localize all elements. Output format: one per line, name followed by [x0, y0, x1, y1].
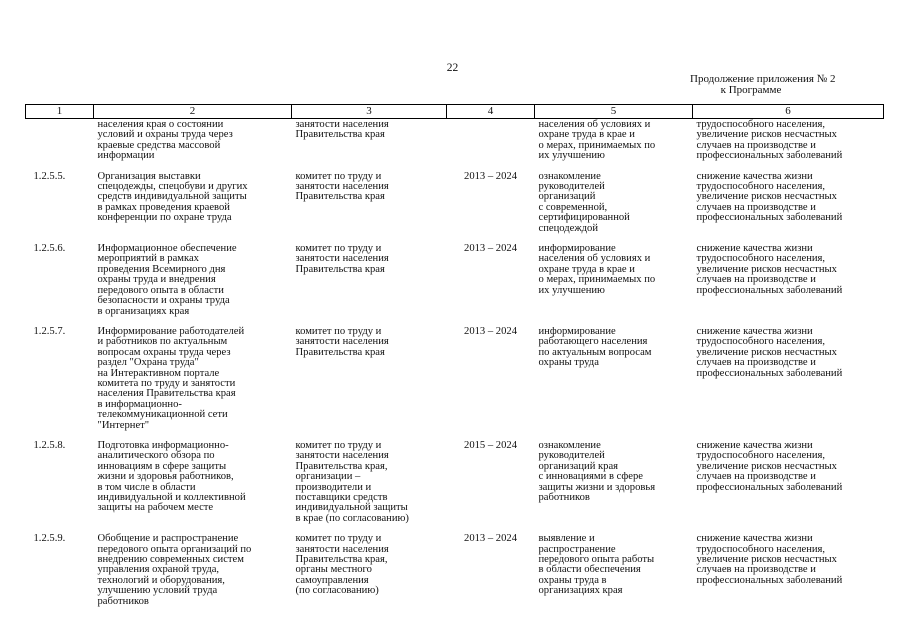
executor-cell-line: занятости населения [295, 336, 389, 348]
consequence-cell-line: трудоспособного населения, [696, 450, 826, 462]
appendix-caption [690, 73, 836, 96]
result-cell-line: информирование [538, 243, 616, 255]
consequence-cell [693, 244, 884, 327]
consequence-cell-line: снижение качества жизни [696, 170, 813, 182]
executor-cell-line: производители и [295, 481, 372, 493]
consequence-cell-line: трудоспособного населения, [696, 336, 826, 348]
consequence-cell-line: профессиональных заболеваний [696, 574, 843, 586]
row-number [26, 119, 94, 172]
executor-cell-line: комитет по труду и [295, 243, 382, 255]
activity-cell-line: на Интерактивном портале [97, 367, 220, 379]
table-row [26, 172, 884, 244]
executor-cell-line: Правительства края [295, 129, 385, 141]
executor-cell [292, 172, 447, 244]
consequence-cell-line: трудоспособного населения, [696, 119, 826, 130]
table-row [26, 327, 884, 441]
consequence-cell [693, 119, 884, 172]
result-cell [535, 119, 693, 172]
consequence-cell-line: случаев на производстве и [696, 201, 816, 213]
consequence-cell-line: трудоспособного населения, [696, 543, 826, 555]
consequence-cell-line: профессиональных заболеваний [696, 212, 843, 224]
activity-cell-line: комитета по труду и занятости [97, 377, 236, 389]
activity-cell-line: телекоммуникационной сети [97, 409, 228, 421]
result-cell-line: работающего населения [538, 336, 648, 348]
consequence-cell-line: увеличение рисков несчастных [696, 129, 837, 141]
column-header: 6 [693, 105, 884, 119]
result-cell-line: населения об условиях и [538, 119, 651, 130]
period-cell: 2013 – 2024 [464, 325, 517, 337]
executor-cell-line: в крае (по согласованию) [295, 512, 409, 524]
result-cell-line: о мерах, принимаемых по [538, 139, 656, 151]
result-cell [535, 327, 693, 441]
result-cell-line: по актуальным вопросам [538, 346, 652, 358]
activity-cell-line: Информационное обеспечение [97, 243, 237, 255]
activity-cell-line: и работников по актуальным [97, 336, 228, 348]
period-cell [447, 119, 535, 172]
result-cell-line: организаций края [538, 460, 619, 472]
activity-cell-line: передового опыта в области [97, 284, 224, 296]
consequence-cell [693, 441, 884, 534]
executor-cell-line: организации – [295, 471, 361, 483]
activity-cell-line: защиты на рабочем месте [97, 502, 214, 514]
executor-cell-line: комитет по труду и [295, 533, 382, 545]
consequence-cell [693, 327, 884, 441]
activity-cell-line: раздел "Охрана труда" [97, 357, 199, 369]
executor-cell-line: занятости населения [295, 253, 389, 265]
consequence-cell-line: случаев на производстве и [696, 471, 816, 483]
appendix-line: к Программе [720, 84, 782, 96]
executor-cell [292, 119, 447, 172]
period-cell: 2013 – 2024 [464, 533, 517, 545]
result-cell-line: информирование [538, 325, 616, 337]
executor-cell [292, 244, 447, 327]
activity-cell-line: безопасности и охраны труда [97, 295, 230, 307]
result-cell-line: организациях края [538, 585, 623, 597]
activity-cell-line: информации [97, 150, 155, 162]
column-header: 5 [535, 105, 693, 119]
result-cell-line: защиты жизни и здоровья [538, 481, 656, 493]
activity-cell-line: Информирование работодателей [97, 325, 245, 337]
activity-cell [94, 244, 292, 327]
table-row [26, 534, 884, 617]
executor-cell-line: занятости населения [295, 543, 389, 555]
activity-cell-line: улучшению условий труда [97, 585, 218, 597]
program-table [25, 104, 884, 617]
result-cell-line: охране труда в крае и [538, 263, 635, 275]
result-cell-line: с инновациями в сфере [538, 471, 643, 483]
result-cell-line: охраны труда [538, 357, 599, 369]
period-cell: 2013 – 2024 [464, 243, 517, 255]
table-row [26, 119, 884, 172]
activity-cell-line: охраны труда и внедрения [97, 274, 216, 286]
period-cell: 2013 – 2024 [464, 170, 517, 182]
consequence-cell-line: увеличение рисков несчастных [696, 191, 837, 203]
consequence-cell-line: профессиональных заболеваний [696, 284, 843, 296]
executor-cell-line: Правительства края [295, 191, 385, 203]
activity-cell-line: средств индивидуальной защиты [97, 191, 247, 203]
consequence-cell-line: увеличение рисков несчастных [696, 346, 837, 358]
result-cell-line: руководителей [538, 450, 605, 462]
activity-cell-line: внедрению современных систем [97, 554, 244, 566]
consequence-cell-line: снижение качества жизни [696, 439, 813, 451]
result-cell-line: ознакомление [538, 439, 601, 451]
activity-cell-line: инновациям в сфере защиты [97, 460, 227, 472]
consequence-cell [693, 172, 884, 244]
result-cell-line: организаций [538, 191, 596, 203]
consequence-cell-line: трудоспособного населения, [696, 253, 826, 265]
executor-cell-line: комитет по труду и [295, 325, 382, 337]
activity-cell-line: индивидуальной и коллективной [97, 492, 246, 503]
activity-cell-line: передового опыта организаций по [97, 543, 252, 555]
appendix-line: Продолжение приложения № 2 [690, 73, 836, 85]
executor-cell [292, 327, 447, 441]
consequence-cell-line: случаев на производстве и [696, 357, 816, 369]
activity-cell-line: работников [97, 595, 149, 607]
consequence-cell-line: снижение качества жизни [696, 533, 813, 545]
consequence-cell-line: профессиональных заболеваний [696, 481, 843, 493]
column-header: 2 [94, 105, 292, 119]
table-body [26, 119, 884, 618]
consequence-cell-line: увеличение рисков несчастных [696, 554, 837, 566]
consequence-cell-line: снижение качества жизни [696, 325, 813, 337]
executor-cell-line: занятости населения [295, 181, 389, 193]
period-cell: 2015 – 2024 [464, 439, 517, 451]
executor-cell-line: поставщики средств [295, 492, 388, 503]
activity-cell-line: вопросам охраны труда через [97, 346, 231, 358]
activity-cell-line: жизни и здоровья работников, [97, 471, 234, 483]
activity-cell-line: мероприятий в рамках [97, 253, 199, 265]
executor-cell-line: Правительства края, [295, 554, 388, 566]
activity-cell-line: технологий и оборудования, [97, 574, 225, 586]
activity-cell-line: населения края о состоянии [97, 119, 224, 130]
executor-cell-line: органы местного [295, 564, 372, 576]
result-cell [535, 534, 693, 617]
activity-cell-line: в информационно- [97, 398, 182, 410]
consequence-cell-line: случаев на производстве и [696, 139, 816, 151]
result-cell-line: работников [538, 492, 590, 503]
activity-cell-line: в организациях края [97, 305, 190, 317]
executor-cell-line: (по согласованию) [295, 585, 379, 597]
result-cell-line: сертифицированной [538, 212, 630, 224]
executor-cell-line: самоуправления [295, 574, 369, 586]
activity-cell-line: краевые средства массовой [97, 139, 221, 151]
activity-cell [94, 327, 292, 441]
executor-cell-line: занятости населения [295, 119, 389, 130]
result-cell-line: охране труда в крае и [538, 129, 635, 141]
column-header-row [26, 105, 884, 119]
result-cell-line: о мерах, принимаемых по [538, 274, 656, 286]
result-cell-line: выявление и [538, 533, 595, 545]
row-number: 1.2.5.5. [33, 170, 66, 182]
result-cell [535, 441, 693, 534]
activity-cell-line: управления охраной труда, [97, 564, 220, 576]
executor-cell-line: занятости населения [295, 450, 389, 462]
table-row [26, 441, 884, 534]
result-cell-line: руководителей [538, 181, 605, 193]
executor-cell-line: индивидуальной защиты [295, 502, 408, 514]
result-cell-line: передового опыта работы [538, 554, 655, 566]
activity-cell-line: проведения Всемирного дня [97, 263, 226, 275]
activity-cell-line: Обобщение и распространение [97, 533, 239, 545]
consequence-cell-line: снижение качества жизни [696, 243, 813, 255]
row-number: 1.2.5.8. [33, 439, 66, 451]
consequence-cell-line: увеличение рисков несчастных [696, 460, 837, 472]
result-cell-line: спецодеждой [538, 222, 599, 234]
activity-cell-line: спецодежды, спецобуви и других [97, 181, 248, 193]
executor-cell-line: Правительства края [295, 346, 385, 358]
row-number: 1.2.5.7. [33, 325, 66, 337]
executor-cell-line: Правительства края, [295, 460, 388, 472]
row-number: 1.2.5.9. [33, 533, 66, 545]
column-header: 4 [447, 105, 535, 119]
activity-cell-line: условий и охраны труда через [97, 129, 233, 141]
activity-cell [94, 441, 292, 534]
consequence-cell-line: трудоспособного населения, [696, 181, 826, 193]
consequence-cell-line: случаев на производстве и [696, 274, 816, 286]
row-number: 1.2.5.6. [33, 243, 66, 255]
column-header: 3 [292, 105, 447, 119]
result-cell-line: с современной, [538, 201, 608, 213]
consequence-cell-line: профессиональных заболеваний [696, 150, 843, 162]
consequence-cell-line: случаев на производстве и [696, 564, 816, 576]
result-cell [535, 172, 693, 244]
result-cell-line: распространение [538, 543, 616, 555]
executor-cell-line: Правительства края [295, 263, 385, 275]
activity-cell [94, 534, 292, 617]
column-header: 1 [26, 105, 94, 119]
result-cell-line: ознакомление [538, 170, 601, 182]
result-cell-line: в области обеспечения [538, 564, 641, 576]
activity-cell-line: в рамках проведения краевой [97, 201, 230, 213]
activity-cell [94, 119, 292, 172]
executor-cell-line: комитет по труду и [295, 170, 382, 182]
executor-cell-line: комитет по труду и [295, 439, 382, 451]
consequence-cell [693, 534, 884, 617]
consequence-cell-line: увеличение рисков несчастных [696, 263, 837, 275]
activity-cell-line: "Интернет" [97, 419, 150, 431]
consequence-cell-line: профессиональных заболеваний [696, 367, 843, 379]
activity-cell-line: в том числе в области [97, 481, 196, 493]
result-cell-line: населения об условиях и [538, 253, 651, 265]
activity-cell-line: аналитического обзора по [97, 450, 215, 462]
activity-cell-line: Подготовка информационно- [97, 439, 229, 451]
result-cell-line: их улучшению [538, 150, 605, 162]
executor-cell [292, 534, 447, 617]
table-row [26, 244, 884, 327]
activity-cell-line: Организация выставки [97, 170, 201, 182]
executor-cell [292, 441, 447, 534]
result-cell-line: охраны труда в [538, 574, 607, 586]
activity-cell-line: конференции по охране труда [97, 212, 232, 224]
result-cell-line: их улучшению [538, 284, 605, 296]
page-number: 22 [446, 62, 459, 74]
activity-cell-line: населения Правительства края [97, 388, 236, 400]
activity-cell [94, 172, 292, 244]
result-cell [535, 244, 693, 327]
